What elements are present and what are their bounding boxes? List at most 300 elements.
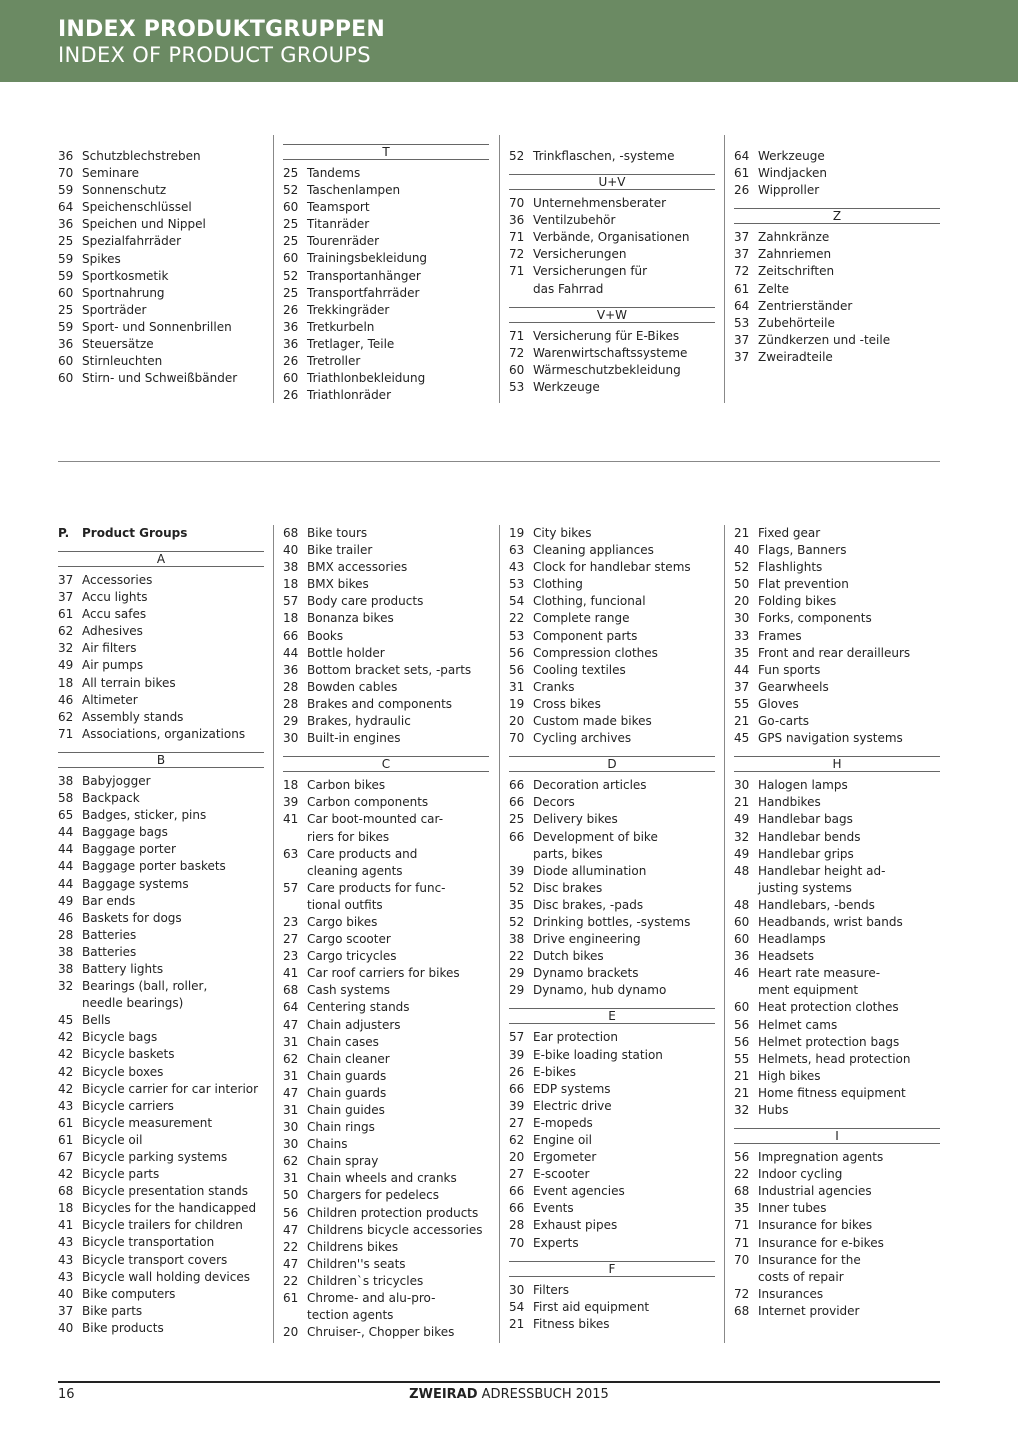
page-ref: 68: [283, 526, 299, 540]
entry-label: Centering stands: [307, 1000, 410, 1015]
entry-label: Headsets: [758, 949, 814, 964]
page-ref: 27: [509, 1115, 525, 1130]
page-ref: 36: [509, 213, 525, 228]
index-entry: [283, 1205, 489, 1222]
index-entry: [58, 1132, 264, 1149]
page-ref: 54: [509, 1299, 525, 1314]
page-ref: 59: [58, 251, 74, 266]
index-entry: [283, 1290, 489, 1307]
page-ref: 47: [283, 1256, 299, 1271]
entry-label: E-bikes: [533, 1064, 577, 1079]
entry-label: Sonnenschutz: [82, 183, 167, 198]
page-ref: 20: [509, 714, 525, 729]
entry-label: Complete range: [533, 611, 630, 626]
index-entry: [58, 1234, 264, 1251]
entry-label: Handbikes: [758, 795, 821, 810]
entry-label: Insurance for bikes: [758, 1218, 873, 1233]
entry-label: Bells: [82, 1013, 111, 1028]
index-entry: [509, 362, 715, 379]
page-ref: 28: [509, 1218, 525, 1233]
index-entry: [509, 1115, 715, 1132]
page-ref: 44: [283, 645, 299, 660]
index-entry: [734, 897, 940, 914]
page-ref: 44: [58, 859, 74, 874]
entry-label: Schutzblechstreben: [82, 149, 201, 163]
page-ref: 38: [283, 560, 299, 575]
index-entry: [509, 1316, 715, 1333]
index-entry: [283, 1273, 489, 1290]
page-ref: 72: [509, 345, 525, 360]
entry-label: Carbon bikes: [307, 778, 386, 793]
page-ref: 43: [58, 1098, 74, 1113]
index-entry: [58, 1200, 264, 1217]
page-ref: 43: [58, 1235, 74, 1250]
index-entry: [734, 1183, 940, 1200]
index-entry: [509, 829, 715, 846]
index-entry: [283, 233, 489, 250]
index-entry: [58, 978, 264, 995]
entry-label: Indoor cycling: [758, 1167, 843, 1182]
entry-label: Zweiradteile: [758, 349, 833, 364]
entry-label: Steuersätze: [82, 337, 154, 352]
index-entry-continuation: [509, 846, 715, 863]
index-entry: [509, 1098, 715, 1115]
entry-label: Bowden cables: [307, 679, 398, 694]
index-entry: [58, 199, 264, 216]
index-entry: [734, 229, 940, 246]
index-entry: [734, 593, 940, 610]
entry-label: Battery lights: [82, 961, 164, 976]
entry-label: Bicycle carriers: [82, 1098, 174, 1113]
index-entry: [283, 593, 489, 610]
header-title-de: INDEX PRODUKTGRUPPEN: [58, 17, 386, 42]
page-ref: 21: [734, 714, 750, 729]
entry-label: Ergometer: [533, 1150, 597, 1165]
index-entry: [509, 897, 715, 914]
entry-label: Taschenlampen: [307, 183, 401, 198]
entry-label: Cooling textiles: [533, 662, 626, 677]
entry-label: Warenwirtschaftssysteme: [533, 345, 688, 360]
entry-label: Internet provider: [758, 1303, 860, 1318]
index-entry: [509, 1183, 715, 1200]
entry-label: Unternehmensberater: [533, 196, 667, 211]
page-ref: 23: [283, 949, 299, 964]
entry-label: All terrain bikes: [82, 675, 176, 690]
index-entry: [58, 910, 264, 927]
entry-label: Baggage porter baskets: [82, 859, 226, 874]
index-entry: [283, 645, 489, 662]
index-entry: [734, 777, 940, 794]
index-entry: [283, 165, 489, 182]
index-entry: [734, 165, 940, 182]
page-ref: 57: [509, 1030, 525, 1045]
page-ref: 72: [509, 247, 525, 262]
index-entry: [509, 1064, 715, 1081]
index-entry: [509, 328, 715, 345]
page-ref: 36: [58, 217, 74, 232]
entry-label: Tretroller: [307, 354, 361, 369]
index-entry: [283, 1153, 489, 1170]
page-ref: 25: [283, 166, 299, 180]
entry-label: Bicycle parts: [82, 1167, 160, 1182]
index-entry: [734, 1252, 940, 1269]
entry-label: Dynamo brackets: [533, 966, 639, 981]
letter-divider: A: [58, 551, 264, 567]
index-entry: [734, 829, 940, 846]
index-entry: [734, 281, 940, 298]
page-ref: 42: [58, 1064, 74, 1079]
page-ref: 63: [283, 846, 299, 861]
entry-label: Hubs: [758, 1103, 789, 1117]
entry-label: Industrial agencies: [758, 1184, 872, 1199]
page-ref: 18: [58, 1201, 74, 1216]
index-entry: [58, 709, 264, 726]
index-entry: [58, 807, 264, 824]
index-entry: [58, 1269, 264, 1286]
entry-label: Bike products: [82, 1320, 164, 1335]
page-ref: 28: [283, 679, 299, 694]
page-ref: 60: [283, 251, 299, 266]
index-entry: [509, 559, 715, 576]
index-entry: [58, 1115, 264, 1132]
entry-label: Clothing, funcional: [533, 594, 646, 609]
entry-label: Custom made bikes: [533, 714, 652, 729]
index-entry: [509, 1217, 715, 1234]
index-entry: [734, 696, 940, 713]
page-ref: 27: [283, 932, 299, 947]
index-column: [283, 135, 489, 404]
entry-label: Bicycle bags: [82, 1030, 158, 1045]
page-ref: 37: [58, 573, 74, 587]
page-ref: 66: [509, 829, 525, 844]
entry-label: Accu safes: [82, 607, 147, 622]
page-ref: 37: [58, 590, 74, 605]
entry-label: Bike trailer: [307, 543, 373, 558]
index-entry: [58, 858, 264, 875]
entry-label: Event agencies: [533, 1184, 625, 1199]
entry-label: First aid equipment: [533, 1299, 650, 1314]
page-ref: 64: [734, 149, 750, 163]
index-entry: [734, 662, 940, 679]
entry-label: Werkzeuge: [758, 149, 825, 163]
index-entry: [283, 216, 489, 233]
entry-label: Cargo tricycles: [307, 949, 397, 964]
index-entry: [509, 212, 715, 229]
entry-label: Bicycle carrier for car interior: [82, 1081, 259, 1096]
entry-label: Versicherung für E-Bikes: [533, 328, 680, 343]
letter-divider: H: [734, 756, 940, 772]
entry-label: Accu lights: [82, 590, 148, 605]
index-entry: [509, 379, 715, 396]
page-ref: 21: [734, 1085, 750, 1100]
page-ref: 25: [283, 285, 299, 300]
index-entry: [283, 370, 489, 387]
entry-label: Tretlager, Teile: [307, 336, 395, 351]
entry-label: Seminare: [82, 166, 140, 181]
index-entry: [734, 315, 940, 332]
index-entry: [734, 794, 940, 811]
index-entry: [509, 542, 715, 559]
page-ref: 72: [734, 1286, 750, 1301]
index-entry: [509, 811, 715, 828]
page-ref: 39: [283, 795, 299, 810]
entry-label: justing systems: [758, 880, 852, 895]
entry-label: Spezialfahrräder: [82, 234, 182, 249]
entry-label: Car roof carriers for bikes: [307, 966, 460, 981]
entry-label: ment equipment: [758, 983, 859, 998]
index-column: [283, 525, 489, 1341]
entry-label: Teamsport: [307, 200, 370, 215]
page-ref: 37: [58, 1303, 74, 1318]
entry-label: Headlamps: [758, 932, 826, 947]
page-ref: 55: [734, 1051, 750, 1066]
index-entry: [283, 713, 489, 730]
index-entry: [509, 195, 715, 212]
page-ref: 61: [58, 1115, 74, 1130]
entry-label: Handlebar bags: [758, 812, 853, 827]
page-ref: 42: [58, 1030, 74, 1045]
page-ref: 26: [283, 354, 299, 369]
index-entry: [58, 251, 264, 268]
entry-label: Spikes: [82, 251, 121, 266]
entry-label: Batteries: [82, 944, 137, 959]
index-entry: [58, 285, 264, 302]
letter-divider: U+V: [509, 174, 715, 190]
entry-label: Sporträder: [82, 302, 147, 317]
page-ref: 60: [509, 362, 525, 377]
entry-label: Triathlonbekleidung: [307, 371, 426, 386]
page-ref: 43: [509, 560, 525, 575]
index-entry: [283, 250, 489, 267]
index-entry: [58, 1098, 264, 1115]
page-ref: 66: [509, 1081, 525, 1096]
section-heading-prefix: P.: [58, 526, 70, 540]
index-entry: [509, 931, 715, 948]
page-ref: 71: [734, 1235, 750, 1250]
index-entry: [734, 1166, 940, 1183]
entry-label: Bike parts: [82, 1303, 143, 1318]
index-entry: [509, 1235, 715, 1252]
page-ref: 66: [509, 778, 525, 793]
index-entry: [734, 148, 940, 165]
index-entry: [509, 982, 715, 999]
entry-label: das Fahrrad: [533, 281, 604, 296]
letter-divider: V+W: [509, 307, 715, 323]
index-entry: [283, 559, 489, 576]
page-ref: 53: [509, 379, 525, 394]
entry-label: Accessories: [82, 573, 153, 587]
entry-label: GPS navigation systems: [758, 731, 903, 746]
page-ref: 22: [509, 611, 525, 626]
entry-label: Decors: [533, 795, 575, 810]
entry-label: Exhaust pipes: [533, 1218, 618, 1233]
index-entry: [283, 931, 489, 948]
index-entry: [58, 824, 264, 841]
index-entry: [283, 1085, 489, 1102]
index-entry: [734, 931, 940, 948]
index-entry: [509, 965, 715, 982]
index-entry: [58, 165, 264, 182]
index-entry: [734, 332, 940, 349]
entry-label: Frames: [758, 628, 802, 643]
index-entry: [58, 773, 264, 790]
entry-label: Wipproller: [758, 183, 820, 198]
page-ref: 56: [734, 1017, 750, 1032]
entry-label: Versicherungen für: [533, 264, 648, 279]
entry-label: High bikes: [758, 1068, 821, 1083]
page-ref: 20: [283, 1325, 299, 1340]
entry-label: Titanräder: [307, 217, 370, 232]
index-entry: [58, 589, 264, 606]
entry-label: Bicycle measurement: [82, 1115, 213, 1130]
index-entry: [734, 1200, 940, 1217]
index-entry: [283, 1017, 489, 1034]
page-ref: 39: [509, 863, 525, 878]
index-entry: [734, 246, 940, 263]
entry-label: Children`s tricycles: [307, 1273, 424, 1288]
page-ref: 47: [283, 1017, 299, 1032]
entry-label: Fixed gear: [758, 526, 821, 540]
entry-label: Tourenräder: [307, 234, 380, 249]
page-ref: 36: [58, 337, 74, 352]
index-entry: [283, 1051, 489, 1068]
index-entry: [58, 1286, 264, 1303]
entry-label: Versicherungen: [533, 247, 627, 262]
page-ref: 57: [283, 594, 299, 609]
entry-label: Delivery bikes: [533, 812, 618, 827]
page-ref: 32: [734, 1103, 750, 1117]
index-entry: [58, 675, 264, 692]
page-number: 16: [58, 1387, 75, 1402]
page-ref: 36: [58, 149, 74, 163]
index-entry: [734, 559, 940, 576]
index-entry: [734, 846, 940, 863]
entry-label: Babyjogger: [82, 773, 151, 788]
page-ref: 38: [58, 773, 74, 788]
entry-label: Chain rings: [307, 1120, 375, 1135]
index-entry: [58, 572, 264, 589]
index-entry: [283, 1239, 489, 1256]
page-ref: 40: [734, 543, 750, 558]
entry-label: Drinking bottles, -systems: [533, 914, 691, 929]
index-entry: [509, 628, 715, 645]
index-entry: [283, 1187, 489, 1204]
index-entry: [283, 199, 489, 216]
page-ref: 40: [58, 1320, 74, 1335]
page-ref: 52: [509, 880, 525, 895]
page-ref: 29: [283, 714, 299, 729]
entry-label: Electric drive: [533, 1098, 612, 1113]
page-ref: 57: [283, 880, 299, 895]
entry-label: Chain cases: [307, 1034, 379, 1049]
entry-label: Front and rear derailleurs: [758, 645, 911, 660]
index-entry: [734, 349, 940, 366]
index-entry-continuation: [734, 880, 940, 897]
index-entry: [509, 1299, 715, 1316]
page-ref: 21: [734, 526, 750, 540]
entry-label: Disc brakes, -pads: [533, 897, 644, 912]
index-entry: [283, 679, 489, 696]
entry-label: Bottom bracket sets, -parts: [307, 662, 472, 677]
index-entry: [509, 713, 715, 730]
entry-label: E-scooter: [533, 1167, 590, 1182]
page-ref: 53: [509, 577, 525, 592]
letter-divider: B: [58, 752, 264, 768]
entry-label: City bikes: [533, 526, 592, 540]
page-ref: 30: [283, 731, 299, 746]
entry-label: Engine oil: [533, 1133, 592, 1147]
entry-label: Forks, components: [758, 611, 872, 626]
page-ref: 44: [58, 842, 74, 857]
page-ref: 43: [58, 1269, 74, 1284]
page-ref: 48: [734, 863, 750, 878]
page-ref: 36: [283, 662, 299, 677]
index-entry-continuation: [58, 995, 264, 1012]
index-entry: [734, 713, 940, 730]
entry-label: tection agents: [307, 1308, 394, 1323]
index-entry: [734, 525, 940, 542]
page-header: [0, 0, 1018, 82]
page-ref: 21: [734, 1068, 750, 1083]
index-entry: [734, 1085, 940, 1102]
index-entry: [58, 961, 264, 978]
page-ref: 71: [58, 726, 74, 741]
entry-label: Component parts: [533, 628, 638, 643]
page-ref: 47: [283, 1085, 299, 1100]
entry-label: costs of repair: [758, 1269, 844, 1284]
index-entry-continuation: [283, 897, 489, 914]
entry-label: Ear protection: [533, 1030, 618, 1045]
page-ref: 61: [58, 1132, 74, 1147]
page-ref: 36: [734, 949, 750, 964]
page-ref: 45: [734, 731, 750, 746]
index-column: [509, 525, 715, 1333]
page-ref: 59: [58, 183, 74, 198]
index-entry-continuation: [509, 281, 715, 298]
index-entry-continuation: [734, 1269, 940, 1286]
index-entry: [283, 999, 489, 1016]
entry-label: E-bike loading station: [533, 1047, 663, 1062]
entry-label: Events: [533, 1201, 574, 1216]
entry-label: Tretkurbeln: [307, 319, 375, 334]
index-entry: [734, 1286, 940, 1303]
page-ref: 68: [734, 1303, 750, 1318]
index-entry: [509, 1166, 715, 1183]
index-entry: [509, 345, 715, 362]
entry-label: Handlebar grips: [758, 846, 854, 861]
page-ref: 32: [734, 829, 750, 844]
index-entry: [734, 645, 940, 662]
page-ref: 60: [734, 1000, 750, 1015]
index-entry: [283, 628, 489, 645]
index-entry: [58, 233, 264, 250]
index-entry: [509, 1149, 715, 1166]
entry-label: Dutch bikes: [533, 949, 604, 964]
entry-label: Fun sports: [758, 662, 821, 677]
page-ref: 60: [58, 354, 74, 369]
index-entry: [509, 1200, 715, 1217]
entry-label: Chain wheels and cranks: [307, 1171, 457, 1186]
entry-label: Chrome- and alu-pro-: [307, 1291, 436, 1306]
page-ref: 61: [734, 281, 750, 296]
index-entry: [509, 948, 715, 965]
index-entry: [58, 944, 264, 961]
page-ref: 71: [509, 230, 525, 245]
page-ref: 70: [509, 1235, 525, 1250]
entry-label: Bicycle transport covers: [82, 1252, 228, 1267]
entry-label: Cargo scooter: [307, 932, 391, 947]
entry-label: Stirnleuchten: [82, 354, 163, 369]
